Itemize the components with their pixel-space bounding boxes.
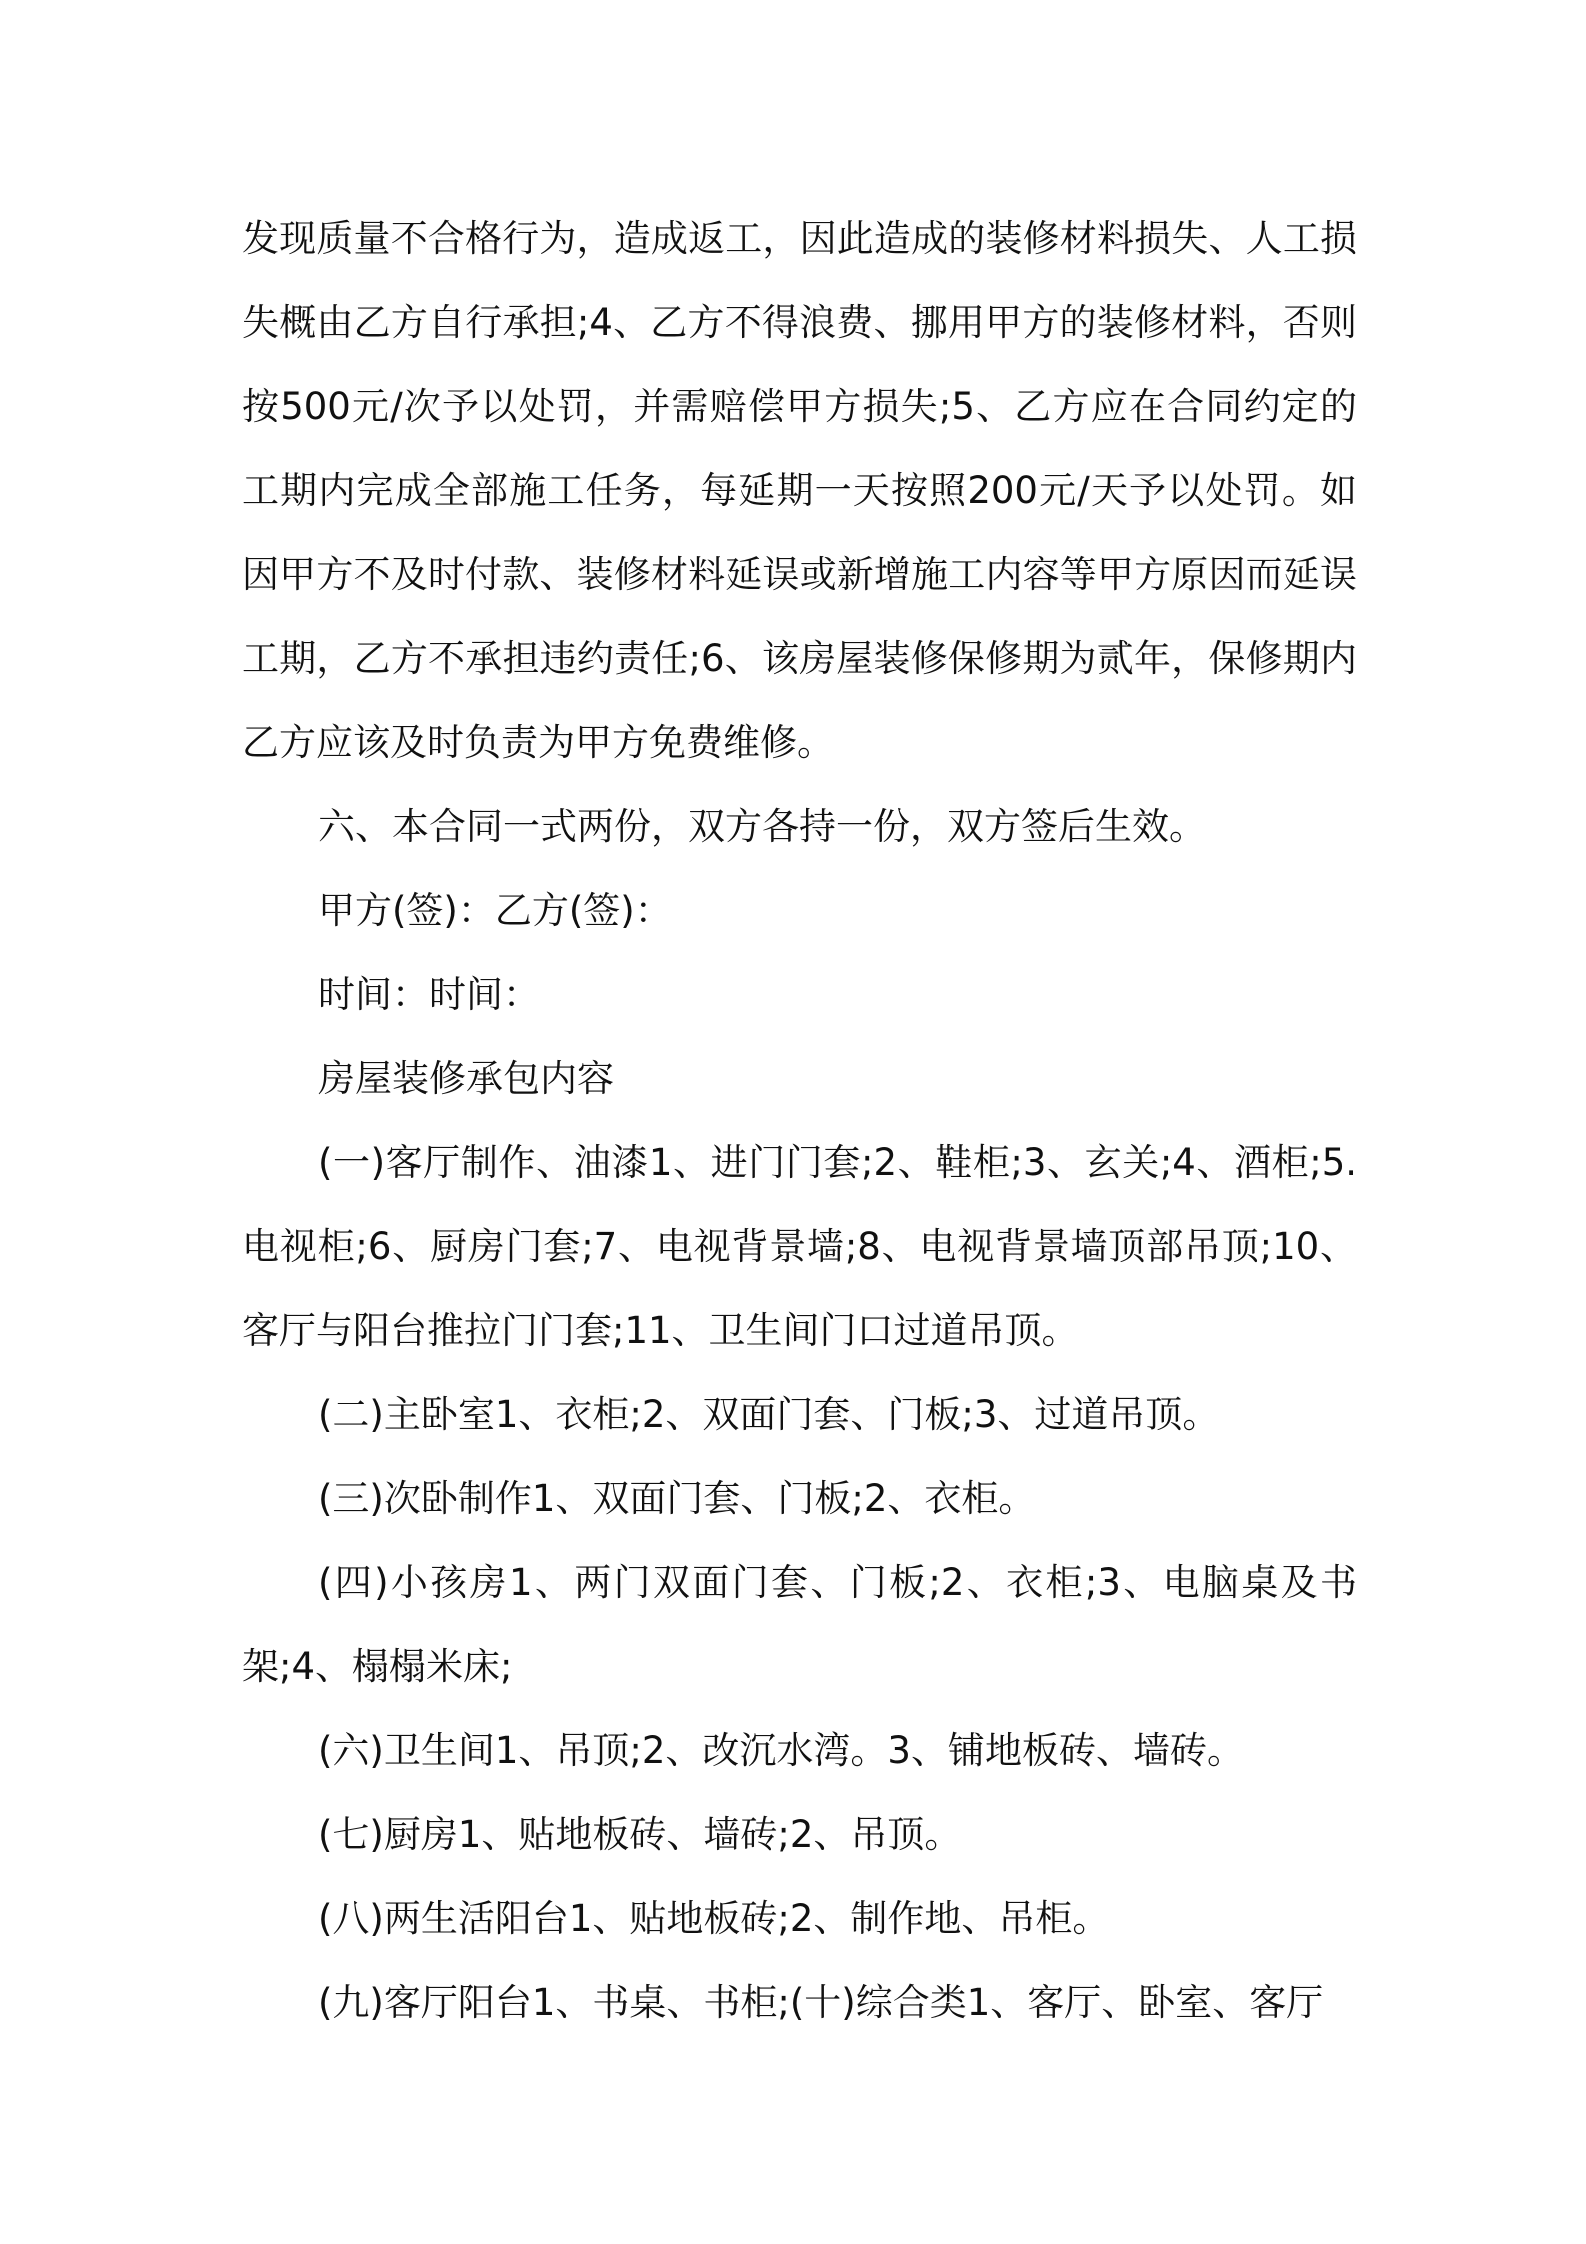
- paragraph-continuation-penalties: 发现质量不合格行为，造成返工，因此造成的装修材料损失、人工损失概由乙方自行承担;4、乙方不得浪费、挪用甲方的装修材料，否则按500元/次予以处罚，并需赔偿甲方损失;5、乙方应在合同约定的工期内完成全部施工任务，每延期一天按照200元/天予以处罚。如因甲方不及时付款、装修材料延误或新增施工内容等甲方原因而延误工期，乙方不承担违约责任;6、该房屋装修保修期为贰年，保修期内乙方应该及时负责为甲方免费维修。: [242, 217, 1357, 764]
- list-item-master-bedroom: (二)主卧室1、衣柜;2、双面门套、门板;3、过道吊顶。: [318, 1393, 1220, 1436]
- list-item-kids-room: (四)小孩房1、两门双面门套、门板;2、衣柜;3、电脑桌及书架;4、榻榻米床;: [242, 1561, 1357, 1688]
- list-item-kitchen: (七)厨房1、贴地板砖、墙砖;2、吊顶。: [318, 1813, 962, 1856]
- list-item-living-room: (一)客厅制作、油漆1、进门门套;2、鞋柜;3、玄关;4、酒柜;5.电视柜;6、厨房门套;7、电视背景墙;8、电视背景墙顶部吊顶;10、客厅与阳台推拉门门套;11、卫生间门口过道吊顶。: [242, 1141, 1357, 1352]
- section-heading-renovation-content: 房屋装修承包内容: [318, 1057, 614, 1100]
- list-item-bathroom: (六)卫生间1、吊顶;2、改沉水湾。3、铺地板砖、墙砖。: [318, 1729, 1244, 1772]
- list-item-living-balcony: (九)客厅阳台1、书桌、书柜;(十)综合类1、客厅、卧室、客厅: [318, 1981, 1324, 2024]
- list-item-balconies: (八)两生活阳台1、贴地板砖;2、制作地、吊柜。: [318, 1897, 1110, 1940]
- paragraph-signatures: 甲方(签)：乙方(签)：: [318, 889, 672, 932]
- paragraph-dates: 时间：时间：: [318, 973, 540, 1016]
- list-item-second-bedroom: (三)次卧制作1、双面门套、门板;2、衣柜。: [318, 1477, 1036, 1520]
- paragraph-contract-copies: 六、本合同一式两份，双方各持一份，双方签后生效。: [318, 805, 1206, 848]
- document-body: [242, 197, 1357, 2045]
